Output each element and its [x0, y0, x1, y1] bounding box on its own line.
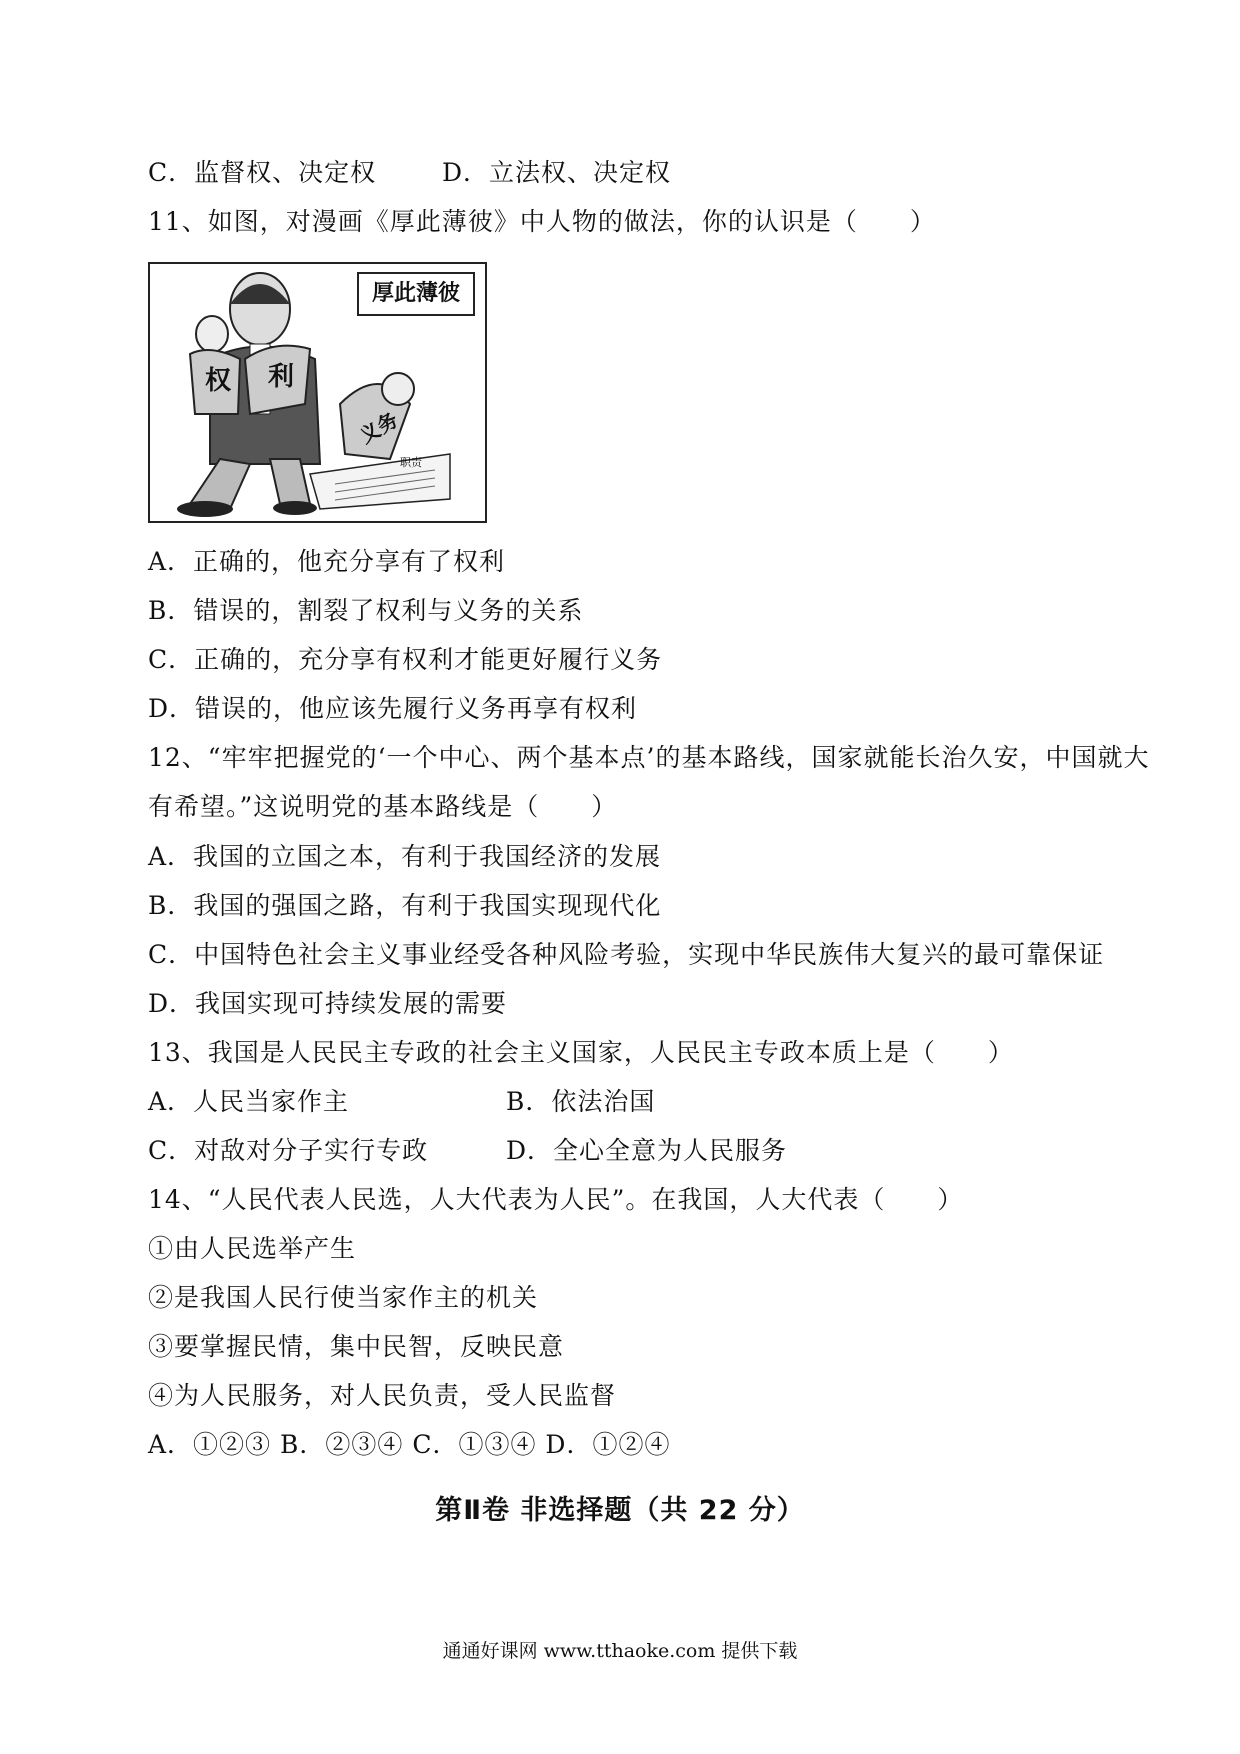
- q12-option-b: B．我国的强国之路，有利于我国实现现代化: [148, 891, 662, 920]
- q11-option-c: C．正确的，充分享有权利才能更好履行义务: [148, 645, 663, 674]
- q12-stem-line2: 有希望。”这说明党的基本路线是（ ）: [148, 792, 618, 821]
- cartoon-label-duty: 义务: [355, 407, 403, 449]
- cartoon-label-benefit: 利: [268, 362, 295, 392]
- q11-cartoon: [148, 262, 487, 523]
- q11-option-a: A．正确的，他充分享有了权利: [148, 547, 506, 576]
- q14-answer-options: A．①②③ B．②③④ C．①③④ D．①②④: [148, 1430, 671, 1459]
- page-footer: 通通好课网 www.tthaoke.com 提供下载: [442, 1640, 798, 1662]
- cartoon-label-right: 权: [205, 366, 232, 396]
- q14-item-4: ④为人民服务，对人民负责，受人民监督: [148, 1381, 617, 1410]
- q12-option-c: C．中国特色社会主义事业经受各种风险考验，实现中华民族伟大复兴的最可靠保证: [148, 940, 1105, 969]
- section-title: 第Ⅱ卷 非选择题（共 22 分）: [435, 1495, 805, 1526]
- q14-item-1: ①由人民选举产生: [148, 1234, 357, 1263]
- q12-option-a: A．我国的立国之本，有利于我国经济的发展: [148, 842, 662, 871]
- q13-option-a: A．人民当家作主: [148, 1087, 350, 1116]
- q14-stem: 14、“人民代表人民选，人大代表为人民”。在我国，人大代表（ ）: [148, 1185, 964, 1214]
- q12-option-d: D．我国实现可持续发展的需要: [148, 989, 508, 1018]
- q10-option-c: C．监督权、决定权: [148, 158, 377, 187]
- q13-stem: 13、我国是人民民主专政的社会主义国家，人民民主专政本质上是（ ）: [148, 1038, 1014, 1067]
- q13-option-c: C．对敌对分子实行专政: [148, 1136, 429, 1165]
- q11-option-b: B．错误的，割裂了权利与义务的关系: [148, 596, 584, 625]
- q11-option-d: D．错误的，他应该先履行义务再享有权利: [148, 694, 638, 723]
- q12-stem-line1: 12、“牢牢把握党的‘一个中心、两个基本点’的基本路线，国家就能长治久安，中国就大: [148, 743, 1150, 772]
- cartoon-title: 厚此薄彼: [357, 272, 475, 316]
- q13-option-d: D．全心全意为人民服务: [506, 1136, 788, 1165]
- q14-item-3: ③要掌握民情，集中民智，反映民意: [148, 1332, 565, 1361]
- cartoon-label-scroll: 职责: [400, 456, 422, 469]
- q13-option-b: B．依法治国: [506, 1087, 656, 1116]
- q10-option-d: D．立法权、决定权: [442, 158, 672, 187]
- q11-stem: 11、如图，对漫画《厚此薄彼》中人物的做法，你的认识是（ ）: [148, 207, 936, 236]
- q14-item-2: ②是我国人民行使当家作主的机关: [148, 1283, 539, 1312]
